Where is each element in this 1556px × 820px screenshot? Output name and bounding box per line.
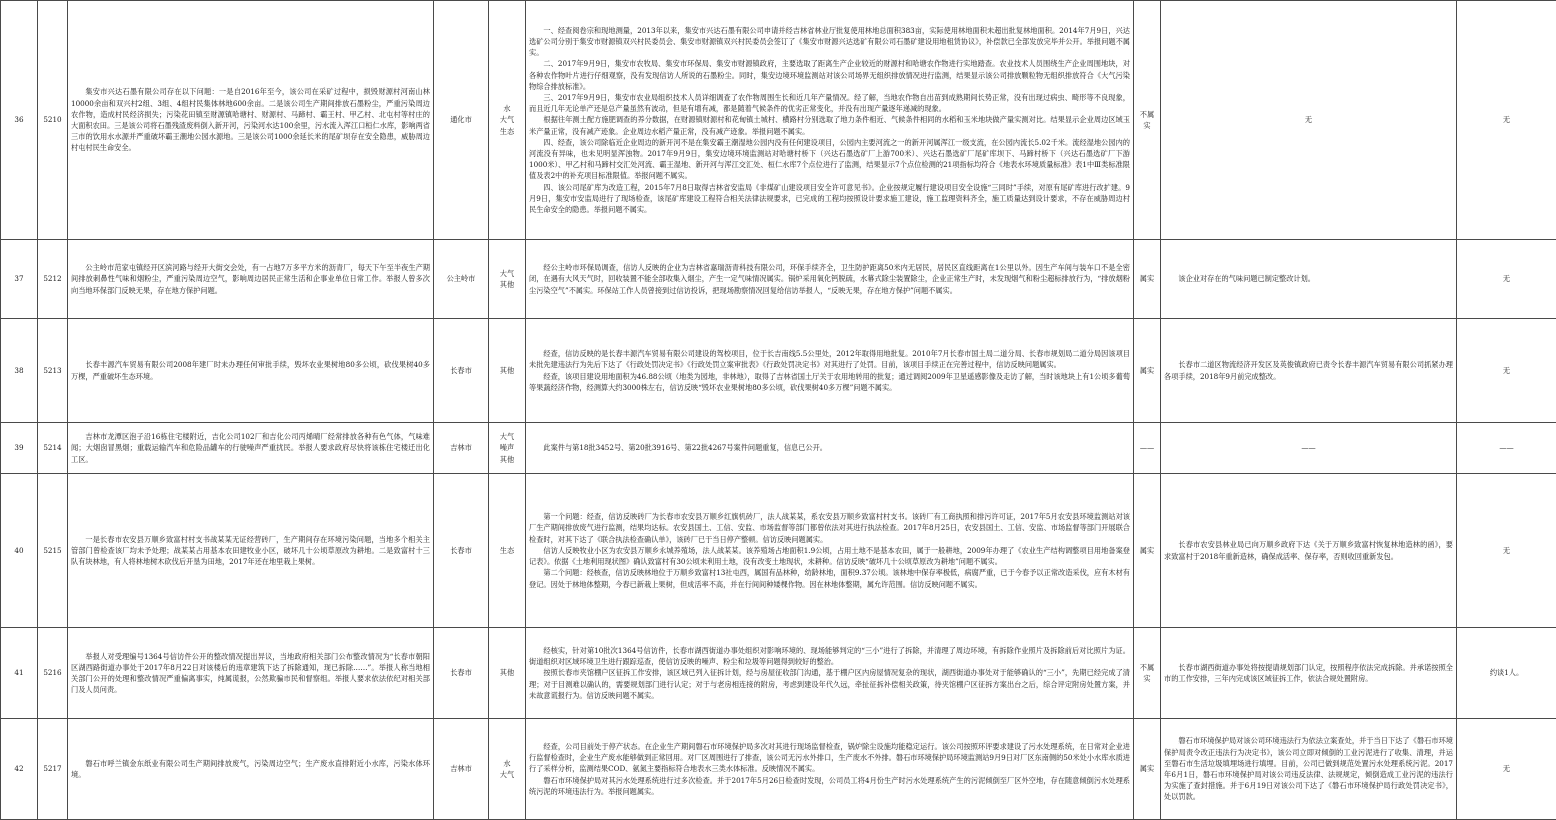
- cell-complaint: [68, 319, 434, 423]
- cell-accountability: 无: [1457, 1, 1556, 240]
- cell-city: 公主岭市: [434, 240, 489, 319]
- cell-pollution-type: 水 大气 生态: [489, 1, 526, 240]
- cell-accountability: 无: [1457, 474, 1556, 628]
- rectification-text: 长春市湖西街道办事处将按提请规划部门认定，按照程序依法完成拆除。并承诺按照全市的工作安排，三年内完成该区域征拆工作，依法合规处置附房。: [1164, 662, 1453, 684]
- cell-verdict: 属实: [1134, 719, 1161, 820]
- verification-paragraph: 经查，公司目前处于停产状态。在企业生产期间磐石市环境保护局多次对其进行现场监督检查，锅炉除尘设施均能稳定运行。该公司按照环评要求建设了污水处理系统，在日常对企业进行监督检查时，企业生产废水能够做到正常回用。对厂区周围进行了排查，该公司无污水外排口，生产废水不外排。磐石市环境保护局环境监测站9月9日对厂区东南侧的50米处小水库水质进行了采样分析，监测结果COD、氨氮主要指标符合地表水三类水体标准。反映情况不属实。: [529, 741, 1130, 775]
- complaint-text: 集安市兴达石墨有限公司存在以下问题：一是自2016年至今，该公司在采矿过程中，损毁财源村河南山林10000余亩和双兴村2组、3组、4组村民集体林地600余亩。二是该公司生产期间排放石墨粉尘，严重污染周边农作物，造成村民经济损失；污染花田镇至财源镇哈塘村、财源村、马蹄村、霸王村、甲乙村、北屯村等村庄的大面积农田。三是该公司将石墨残渣废料倒入新开河，污染河水达100余里，污水流入浑江口桓仁水库，影响两省三市的饮用水水源并严重破坏霸王潮地公园水源地。三是该公司1000余延长米的尾矿坝存在安全隐患，威胁周边村屯村民生命安全。: [71, 86, 430, 153]
- verification-paragraph: 磐石市环境保护局对其污水处理系统进行过多次检查。并于2017年5月26日检查时发现，公司员工将4月份生产时污水处理系统产生的污泥倾倒至厂区外空地，存在随意倾倒污水处理系统污泥的环境违法行为。举报问题属实。: [529, 775, 1130, 797]
- cell-verdict: ——: [1134, 423, 1161, 474]
- verification-paragraph: 二、2017年9月9日，集安市农牧局、集安市环保局、集安市财源镇政府，主要选取了距离生产企业较近的财源村和哈塘农作物进行实地踏查。农业技术人员围绕生产企业周围地块，对各种农作物叶片进行仔细观察，没有发现信访人所说的石墨粉尘。同时，集安边境环境监测站对该公司场界无组织排放情况进行监测，结果显示该公司排放颗粒物无组织排放符合《大气污染物综合排放标准》。: [529, 58, 1130, 92]
- table-row: [1, 319, 1556, 423]
- cell-verification: [526, 319, 1134, 423]
- cell-pollution-type: 大气 其他: [489, 240, 526, 319]
- cell-pollution-type: 水 大气: [489, 719, 526, 820]
- complaint-text: 举报人对受理编号1364号信访件公开的整改情况提出异议，当地政府相关部门公布整改情况为“长春市朝阳区湖西路街道办事处于2017年8月22日对该楼后的违章建筑下达了拆除通知，现已拆除……”。举报人称当地相关部门公开的处理和整改情况严重偏离事实，纯属谎报，公然欺骗市民和督察组。举报人要求依法依纪对相关部门及人员问责。: [71, 651, 430, 696]
- cell-complaint: [68, 719, 434, 820]
- cell-accountability: ——: [1457, 423, 1556, 474]
- verification-paragraph: 四、经查，该公司除临近企业周边的新开河不是在集安霸王潮湿地公园内没有任何建设项目，公园内主要河流之一的新开河属浑江一级支流，在公园内流长5.02千米。流经湿地公园内的河流没有异味，也未见明显浑浊物。2017年9月9日，集安边境环境监测站对哈塘村桥下（兴达石墨选矿厂上游700米）、兴达石墨选矿厂尾矿库坝下、马蹄村桥下（兴达石墨选矿厂下游1000米）、甲乙村和马蹄村交汇处河流、霸王湿地、新开河与浑江交汇处、桓仁水库7个点位进行了监测，结果显示7个点位检测的21项指标均符合《地表水环境质量标准》表1中Ⅲ类标准限值及表2中的补充项目标准限值。举报问题不属实。: [529, 137, 1130, 182]
- cell-rectification: [1161, 719, 1457, 820]
- complaint-text: 吉林市龙潭区泡子沿16栋住宅楼附近，吉化公司102厂和吉化公司丙烯晴厂经常排放各种有色气体，气味难闻；大烟囱冒黑烟；重载运输汽车和危险品罐车的行驶噪声严重扰民。举报人要求政府尽快将该栋住宅楼迁出化工区。: [71, 431, 430, 465]
- verification-paragraph: 经核实，针对第10批次1364号信访件，长春市湖西街道办事处组织对影响环境的、现场能够判定的“三小”进行了拆除，并清理了周边环境，有拆除作业照片及拆除前后对比照片为证。街道组织对区域环境卫生进行跟踪巡查，使信访反映的噪声、粉尘和垃圾等问题得到较好的整治。: [529, 645, 1130, 667]
- cell-verification: [526, 423, 1134, 474]
- cell-rectification: [1161, 628, 1457, 719]
- verification-paragraph: 一、经查阅卷宗和现地测量，2013年以来，集安市兴达石墨有限公司申请并经吉林省林业厅批复使用林地总面积383亩，实际使用林地面积未超出批复林地面积。2014年7月9日，兴达选矿公司分别于集安市财源镇双兴村民委员会、集安市财源镇双兴村民委员会签订了《集安市财源兴达选矿有限公司石墨矿建设用地租赁协议》，补偿款已全部发放完毕并公开。举报问题不属实。: [529, 25, 1130, 59]
- cell-rectification: [1161, 240, 1457, 319]
- cell-verdict: 属实: [1134, 474, 1161, 628]
- complaint-text: 一是长春市农安县万顺乡致富村村支书战某某无证经营砖厂，生产期间存在环境污染问题，当地多个相关主管部门曾检查该厂均未予处理；战某某占用基本农田建牧业小区，破坏几十公顷草原改为耕地。二是致富村十三队有块林地，有人将林地树木砍伐后开垦为田地，2017年还在地里栽上果树。: [71, 534, 430, 568]
- table-row: [1, 1, 1556, 240]
- verification-paragraph: 按照长春市夹馆棚户区征拆工作安排，该区域已列入征拆计划，经与房屋征收部门沟通，基于棚户区内房屋情况复杂的现状，湖西街道办事处对于能够确认的“三小”，先期已经完成了清理；对于目测难以确认的，需要规划部门进行认定；对于与老房相连接的附房，考虑到建设年代久远，牵扯征拆补偿相关政策，待夹馆棚户区征拆方案出台之后，综合评定附房处置方案，并未故意谎报行为。信访反映问题不属实。: [529, 667, 1130, 701]
- cell-pollution-type: 其他: [489, 319, 526, 423]
- cell-accountability: 无: [1457, 240, 1556, 319]
- cell-city: 通化市: [434, 1, 489, 240]
- table-row: [1, 240, 1556, 319]
- cell-complaint: [68, 240, 434, 319]
- cell-verdict: 属实: [1134, 319, 1161, 423]
- cell-verification: [526, 628, 1134, 719]
- cell-verdict: 不属 实: [1134, 628, 1161, 719]
- complaint-text: 长春丰源汽车贸易有限公司2008年建厂时未办理任何审批手续，毁坏农业果树地80多公顷，砍伐果树40多万棵，严重破坏生态环境。: [71, 359, 430, 381]
- cell-city: 吉林市: [434, 423, 489, 474]
- cell-case-id: 5215: [38, 474, 68, 628]
- verification-paragraph: 经查，信访反映的是长春丰源汽车贸易有限公司建设的驾校项目，位于长吉南线5.5公里处，2012年取得用地批复。2010年7月长春市国土局二道分局、长春市规划局二道分局因该项目未批先建违法行为先后下达了《行政处罚决定书》《行政处罚立案审批表》《行政处罚决定书》对其进行了处罚。目前，该项目手续正在完善过程中，信访反映问题属实。: [529, 348, 1130, 370]
- cell-verification: [526, 474, 1134, 628]
- verification-paragraph: 信访人反映牧业小区为农安县万顺乡永城养殖场，法人战某某。该养殖场占地面积1.9公顷，占用土地不是基本农田，属于一般耕地，2009年办理了《农业生产结构调整项目用地备案登记表》。依据《土地利用现状图》确认致富村有30公顷未利用土地，没有改变土地现状，未耕种。信访反映“破坏几十公顷草原改为耕地”问题不属实。: [529, 545, 1130, 567]
- rectification-text: 无: [1162, 114, 1455, 125]
- cell-rectification: [1161, 474, 1457, 628]
- cell-case-id: 5217: [38, 719, 68, 820]
- cell-pollution-type: 大气 噪声 其他: [489, 423, 526, 474]
- cell-accountability: 约谈1人。: [1457, 628, 1556, 719]
- verification-paragraph: 三、2017年9月9日，集安市农业局组织技术人员详细调查了农作物周围生长和近几年产量情况。经了解，当地农作物自出苗到成熟期间长势正常，没有出现过病虫、畸形等不良现象，而且近几年无论单产还是总产量虽然有波动，但是有增有减，都是随着气候条件的优劣正常变化，并没有出现产量逐年递减的现象。: [529, 92, 1130, 114]
- rectification-text: ——: [1162, 442, 1455, 453]
- cell-verification: [526, 240, 1134, 319]
- cell-seq-no: 40: [1, 474, 38, 628]
- cell-case-id: 5213: [38, 319, 68, 423]
- verification-paragraph: 根据往年测土配方施肥调查的养分数据，在财源镇财源村和花甸镇土城村、横路村分别选取了地力条件相近、气候条件相同的水稻和玉米地块做产量实测对比。结果显示企业周边区域玉米产量正常，没有减产迹象。企业周边水稻产量正常，没有减产迹象。举报问题不属实。: [529, 114, 1130, 136]
- rectification-text: 长春市二道区物流经济开发区及英俊镇政府已责令长春丰源汽车贸易有限公司抓紧办理各项手续，2018年9月前完成整改。: [1164, 359, 1453, 381]
- cell-pollution-type: 其他: [489, 628, 526, 719]
- cell-complaint: [68, 628, 434, 719]
- verification-paragraph: 第二个问题：经核查，信访反映林地位于万顺乡致富村13社屯西，属国有品林种，幼龄林地，面积9.37公顷。该林地中保存率极低，病腐严重，已于今春予以正常改造采伐，应有木材有登记。因处于林地体整期，今春已新栽上果树，但成活率不高，并在行间间种矮棵作物。因在林地体整期，属允许范围。信访反映问题不属实。: [529, 567, 1130, 589]
- table-row: [1, 474, 1556, 628]
- cell-seq-no: 37: [1, 240, 38, 319]
- complaint-text: 磐石市呼兰镇金东纸业有限公司生产期间排放废气，污染周边空气；生产废水直排附近小水库，污染水体环境。: [71, 758, 430, 780]
- cell-seq-no: 38: [1, 319, 38, 423]
- cell-city: 长春市: [434, 319, 489, 423]
- cell-seq-no: 42: [1, 719, 38, 820]
- cell-rectification: [1161, 1, 1457, 240]
- table-row: [1, 423, 1556, 474]
- cell-accountability: 无: [1457, 719, 1556, 820]
- cell-case-id: 5212: [38, 240, 68, 319]
- cell-city: 长春市: [434, 474, 489, 628]
- cell-case-id: 5214: [38, 423, 68, 474]
- verification-paragraph: 经查，该项目建设用地面积为46.88公顷（地类为园地，非林地），取得了吉林省国土厅关于农用地转用的批复；通过调阅2009年卫星遥感影像及走访了解，当时该地块上有1公顷多葡萄等果蔬经济作物，经测算大约3000株左右，信访反映“毁坏农业果树地80多公顷，砍伐果树40多万棵”问题不属实。: [529, 371, 1130, 393]
- cell-case-id: 5216: [38, 628, 68, 719]
- table-row: [1, 628, 1556, 719]
- cell-seq-no: 39: [1, 423, 38, 474]
- cell-seq-no: 41: [1, 628, 38, 719]
- cell-pollution-type: 生态: [489, 474, 526, 628]
- cell-complaint: [68, 1, 434, 240]
- verification-paragraph: 第一个问题：经查，信访反映砖厂为长春市农安县万顺乡红旗机砖厂，法人战某某，系农安县万顺乡致富村村支书。该砖厂有工商执照和排污许可证，2017年5月农安县环境监测站对该厂生产期间排放废气进行监测，结果均达标。农安县国土、工信、安监、市场监督等部门都曾依法对其进行执法检查。2017年8月25日，农安县国土、工信、安监、市场监督等部门开展联合检查时，对其下达了《联合执法检查确认单》，该砖厂已于当日停产整顿。信访反映问题属实。: [529, 511, 1130, 545]
- cell-case-id: 5210: [38, 1, 68, 240]
- cell-city: 长春市: [434, 628, 489, 719]
- verification-paragraph: 此案件与第18批3452号、第20批3916号、第22批4267号案件问题重复，信息已公开。: [529, 442, 1130, 453]
- cell-verification: [526, 719, 1134, 820]
- cell-city: 吉林市: [434, 719, 489, 820]
- verification-paragraph: 经公主岭市环保局调查，信访人反映的企业为吉林省嘉瑞沥青科技有限公司，环保手续齐全，卫生防护距离50米内无居民，居民区直线距离在1公里以外。因生产车间与装车口不是全密闭，在遇有大风天气时，回收装置不能全部收集入烟尘，产生一定气味情况属实。锅炉采用氧化钙脱硫，水幕式除尘装置除尘，企业正常生产时，未发现烟气和粉尘超标排放行为，“排放烟粉尘污染空气”不属实。环保站工作人员曾接到过信访投诉，把现场勘察情况回复给信访举报人，“反映无果，存在地方保护”问题不属实。: [529, 262, 1130, 296]
- cell-rectification: [1161, 423, 1457, 474]
- rectification-text: 磐石市环境保护局对该公司环境违法行为依法立案查处，并于当日下达了《磐石市环境保护局责令改正违法行为决定书》，该公司立即对倾倒的工业污泥进行了收集、清理，并运至磐石市生活垃圾填埋场进行填埋。目前，公司已做到规范处置污水处理系统污泥。2017年6月1日，磐石市环境保护局对该公司违反法律、法规规定，倾倒造成工业污泥的违法行为实施了查封措施。并于6月19日对该公司下达了《磐石市环境保护局行政处罚决定书》，处以罚款。: [1164, 735, 1453, 802]
- cell-verification: [526, 1, 1134, 240]
- cell-seq-no: 36: [1, 1, 38, 240]
- complaint-text: 公主岭市范家屯镇经开区滨河路与经开大街交会处，有一占地7万多平方米的沥青厂，每天下午至半夜生产期间排放刺鼻性气味和烟粉尘，严重污染周边空气，影响周边居民正常生活和企事业单位日常工作。举报人曾多次向当地环保部门反映无果，存在地方保护问题。: [71, 262, 430, 296]
- cell-verdict: 属实: [1134, 240, 1161, 319]
- cell-verdict: 不属 实: [1134, 1, 1161, 240]
- cell-complaint: [68, 474, 434, 628]
- verification-paragraph: 四、该公司尾矿库为改造工程，2015年7月8日取得吉林省安监局《非煤矿山建设项目安全许可意见书》。企业按规定履行建设项目安全设施“三同时”手续，对原有尾矿库进行改扩建。9月9日，集安市安监局进行了现场检查，该尾矿库建设工程符合相关法律法规要求，已完成的工程均按照设计要求施工建设，施工监理资料齐全，施工质量达到设计要求，不存在威胁周边村民生命安全的隐患。举报问题不属实。: [529, 182, 1130, 216]
- rectification-text: 长春市农安县林业局已向万顺乡政府下达《关于万顺乡致富村恢复林地造林的函》，要求致富村于2018年重新造林，确保成活率、保存率，否则收回重新发包。: [1164, 539, 1453, 561]
- table-row: [1, 719, 1556, 820]
- cell-accountability: 无: [1457, 319, 1556, 423]
- rectification-text: 该企业对存在的气味问题已制定整改计划。: [1164, 273, 1453, 284]
- cell-complaint: [68, 423, 434, 474]
- cell-rectification: [1161, 319, 1457, 423]
